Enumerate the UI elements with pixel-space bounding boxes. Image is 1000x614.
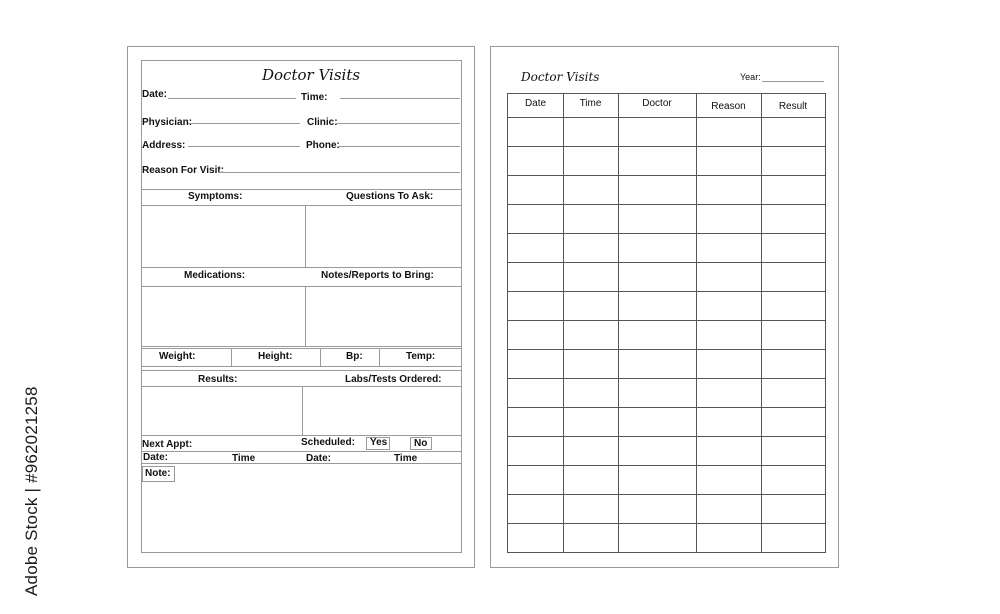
next-date-label: Date:	[143, 452, 169, 463]
no-label: No	[414, 438, 428, 449]
log-row-line	[508, 146, 825, 147]
yes-label: Yes	[370, 437, 388, 448]
log-title: Doctor Visits	[521, 70, 600, 84]
next-date-line	[142, 463, 461, 464]
log-header-time: Time	[579, 98, 602, 109]
date-label: Date:	[142, 89, 168, 100]
log-header-doctor: Doctor	[642, 98, 672, 109]
log-row-line	[508, 436, 825, 437]
time-label: Time:	[301, 92, 328, 103]
note-label: Note:	[145, 468, 171, 479]
log-header-reason: Reason	[711, 101, 746, 112]
log-column-divider	[618, 94, 619, 552]
visit-log-table	[507, 93, 826, 553]
log-row-line	[508, 349, 825, 350]
symptoms-label: Symptoms:	[188, 191, 243, 202]
next-time-2-label: Time	[394, 453, 418, 464]
next-appt-line	[142, 451, 461, 452]
log-row-line	[508, 320, 825, 321]
vitals-bottom-line	[142, 366, 461, 367]
clinic-label: Clinic:	[307, 117, 338, 128]
medications-divider	[305, 286, 306, 346]
symptoms-header-line	[142, 205, 461, 206]
log-row-line	[508, 407, 825, 408]
reason-line-2	[142, 189, 461, 190]
address-label: Address:	[142, 140, 186, 151]
symptoms-divider	[305, 205, 306, 267]
height-label: Height:	[258, 351, 293, 362]
physician-line	[188, 123, 300, 124]
year-line	[762, 81, 824, 82]
questions-label: Questions To Ask:	[346, 191, 434, 202]
date-line	[168, 98, 296, 99]
vitals-top-line	[142, 348, 461, 349]
reason-line	[218, 172, 460, 173]
log-row-line	[508, 465, 825, 466]
vitals-divider-3	[379, 348, 380, 366]
medications-label: Medications:	[184, 270, 246, 281]
reason-label: Reason For Visit:	[142, 165, 225, 176]
log-column-divider	[761, 94, 762, 552]
medications-bottom-line	[142, 346, 461, 347]
next-date-2-label: Date:	[306, 453, 332, 464]
next-appt-label: Next Appt:	[142, 439, 193, 450]
log-column-divider	[563, 94, 564, 552]
log-row-line	[508, 291, 825, 292]
results-bottom-line	[142, 435, 461, 436]
bp-label: Bp:	[346, 351, 363, 362]
log-row-line	[508, 117, 825, 118]
results-label: Results:	[198, 374, 238, 385]
log-column-divider	[696, 94, 697, 552]
labs-label: Labs/Tests Ordered:	[345, 374, 442, 385]
form-title: Doctor Visits	[262, 66, 361, 84]
log-header-date: Date	[524, 98, 547, 109]
weight-label: Weight:	[159, 351, 196, 362]
symptoms-bottom-line	[142, 267, 461, 268]
medications-header-line	[142, 286, 461, 287]
watermark: Adobe Stock | #962021258	[22, 386, 41, 596]
scheduled-label: Scheduled:	[301, 437, 355, 448]
next-time-label: Time	[232, 453, 256, 464]
results-divider	[302, 386, 303, 435]
vitals-divider-2	[320, 348, 321, 366]
year-label: Year:	[740, 72, 761, 82]
log-row-line	[508, 233, 825, 234]
log-row-line	[508, 494, 825, 495]
log-row-line	[508, 262, 825, 263]
clinic-line	[336, 123, 460, 124]
time-line	[340, 98, 460, 99]
physician-label: Physician:	[142, 117, 193, 128]
log-header-result: Result	[778, 101, 808, 112]
phone-label: Phone:	[306, 140, 340, 151]
phone-line	[338, 146, 460, 147]
visit-form-frame	[141, 60, 462, 553]
temp-label: Temp:	[406, 351, 436, 362]
vitals-bottom-line-2	[142, 370, 461, 371]
log-row-line	[508, 523, 825, 524]
notes-reports-label: Notes/Reports to Bring:	[321, 270, 434, 281]
log-row-line	[508, 378, 825, 379]
log-row-line	[508, 175, 825, 176]
log-row-line	[508, 204, 825, 205]
address-line	[188, 146, 300, 147]
vitals-divider-1	[231, 348, 232, 366]
